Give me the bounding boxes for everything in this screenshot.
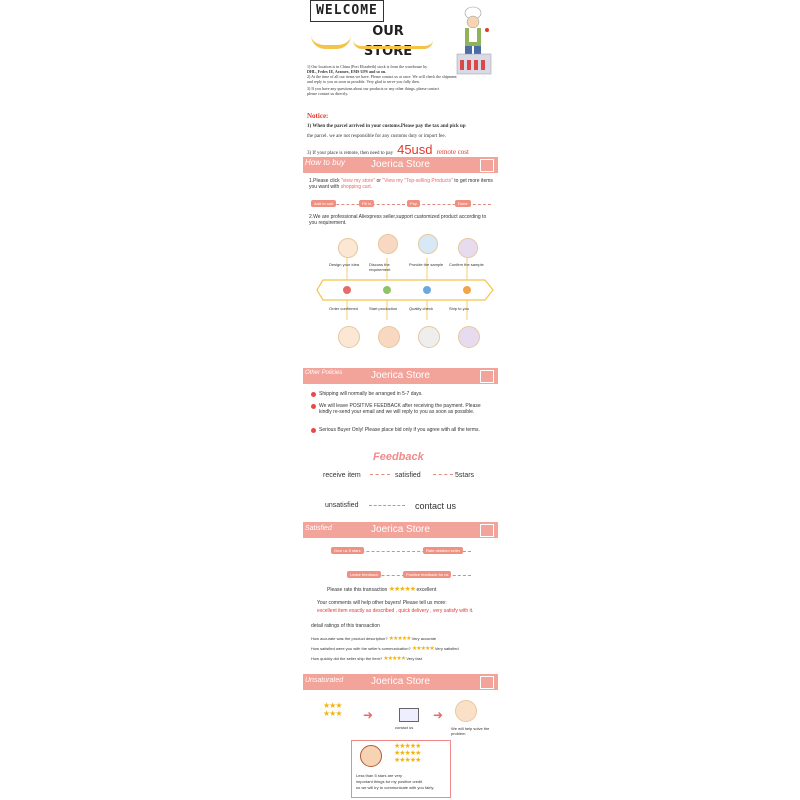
flow-label: Start production [369,306,398,311]
notice-label: Notice: [307,112,329,120]
flow-label: Design your idea [329,262,360,267]
credit-note-box [351,740,451,798]
rating-result: Very satisfied [434,646,459,651]
flow-dot-icon [423,286,431,294]
chef-illustration [453,4,495,76]
how-to-buy-banner [303,157,498,173]
stars-cluster-icon: ★★★★★ ★★★★★ ★★★★★ [394,743,421,764]
comment-example: excellent item exactly as described , quick delivery , very satisfy with it. [317,608,474,614]
unsatisfied-banner [303,674,498,690]
five-star-rating-icon: ★★★★★ [388,586,416,593]
banner-label: Other Policies [305,370,343,376]
step1-text: 1.Please click [309,178,341,184]
bullet-icon [311,392,316,397]
banner-label: Unsaturated [305,677,344,684]
banner-title: Joerica Store [371,370,430,381]
step1-text: to get more items you want with [309,178,493,190]
flow-label: Quality check [409,306,434,311]
welcome-sign: WELCOME [310,0,384,22]
feedback-title: Feedback [373,451,424,463]
remote-cost-label: remote cost [436,148,469,156]
store-description-column [303,0,498,800]
worker-avatar-icon [338,326,360,348]
intro-line: 1) Our location is in China (Port Elizabeth) stock is from the warehouse by [307,64,428,69]
rate-text: Please rate this transaction [327,587,388,593]
flow-dot-icon [383,286,391,294]
arrow-right-icon: ➜ [363,708,374,722]
policy-item: We will leave POSITIVE FEEDBACK after receiving the payment. Please kindly re-send your email and we will reply to you as soon as possible. [319,403,481,415]
five-star-rating-icon: ★★★★★ [383,656,406,662]
customization-flowchart [315,232,495,354]
contact-us-caption: contact us [395,725,414,730]
flow-step: Add to cart [311,200,336,207]
flow-step: Pay [407,200,420,207]
sample-avatar-icon [418,234,438,254]
discussion-avatar-icon [378,234,398,254]
banner-box-icon [480,524,494,537]
bullet-icon [311,404,316,409]
flow-dot-icon [343,286,351,294]
banner-label: Satisfied [305,525,332,532]
notice-line: the parcel. we are not responsible for any customs duty or import fee. [307,134,446,139]
notice-prefix: 3) If your place is remote, then need to pay [307,151,394,156]
intro-line: 3) If you have any questions about our products or any other things, please contact [307,86,440,91]
flow-step: Done [455,200,471,207]
intro-line: 2) At the time of all our items we have. Please contact us at once. We will check the shipment [307,74,457,79]
unsatisfied-label: unsatisfied [325,502,359,509]
shopping-cart-link[interactable]: shopping cart. [340,184,373,190]
satisfied-flow [331,547,481,581]
flow-dot-icon [463,286,471,294]
how-to-buy-step1 [309,178,494,190]
policy-item: Serious Buyer Only! Please place bid only if you agree with all the terms. [319,427,480,433]
five-stars-label: 5stars [455,472,475,479]
step1-text: or [375,178,383,184]
feedback-diagram [323,466,498,516]
support-avatar-icon [455,700,477,722]
bullet-icon [311,428,316,433]
banner-title: Joerica Store [371,159,430,170]
intro-text [307,64,457,96]
rating-result: Very fast [406,656,422,661]
receive-item-label: receive item [323,472,361,479]
flow-step: Give us 5 stars [331,547,364,554]
rating-question: How accurate was the product description? [311,636,388,641]
intro-line: please contact us directly. [307,91,349,96]
shipping-avatar-icon [458,326,480,348]
satisfied-label: satisfied [395,472,421,479]
view-my-store-link[interactable]: "view my store" [340,178,376,184]
policy-item: Shipping will normally be arranged in 5-7 days. [319,391,423,397]
contact-us-label: contact us [415,501,457,511]
flow-step: Positive feedback for us [403,571,451,578]
rating-result: Very accurate [411,636,437,641]
designer-avatar-icon [338,238,358,258]
intro-line: DHL, Fedex IE, Aramex, EMS UPS and so on. [307,69,387,74]
satisfied-banner [303,522,498,538]
banner-title: Joerica Store [371,676,430,687]
detail-rating-row [311,636,501,642]
detail-rating-row [311,656,501,662]
credit-note-line: important things for my positive credit [356,779,423,784]
detail-ratings-heading: detail ratings of this transaction [311,623,380,629]
decorative-swoosh [311,35,351,49]
banner-title: Joerica Store [371,524,430,535]
flow-step: Rate detailed seller [423,547,463,554]
flow-step: Fill in [359,200,374,207]
notice-line: 1) When the parcel arrived in your customs.Please pay the tax and pick up [307,124,466,129]
solve-caption: We will help solve the problem [451,726,490,736]
arrow-right-icon: ➜ [433,708,444,722]
laptop-icon [399,708,419,722]
rate-result: excellent [416,587,437,593]
banner-box-icon [480,676,494,689]
flow-label: Confirm the sample [449,262,484,267]
rate-line [327,587,497,593]
detail-rating-row [311,646,501,652]
five-star-rating-icon: ★★★★★ [411,646,434,652]
remote-cost-amount: 45usd [397,142,433,157]
flow-step: Leave feedback [347,571,381,578]
purchase-flow [307,198,495,212]
comment-prompt: Your comments will help other buyers! Please tell us more: [317,600,447,606]
confirm-avatar-icon [458,238,478,258]
credit-note-line: so we will try to communicate with you fairly. [356,785,435,790]
banner-box-icon [480,370,494,383]
rating-question: How satisfied were you with the seller's communication? [311,646,411,651]
decorative-swoosh [353,40,433,49]
unsatisfied-flow [323,698,493,738]
banner-box-icon [480,159,494,172]
policies-banner [303,368,498,384]
credit-note-line: Less than 5 stars are very [356,773,403,778]
flow-label: Discuss the requirement [369,262,391,272]
how-to-buy-step2: 2.We are professional Aliexpress seller,support customized product according to you requirement. [309,214,487,226]
factory-avatar-icon [378,326,400,348]
banner-label: How to buy [305,158,346,167]
inspector-avatar-icon [418,326,440,348]
five-star-rating-icon: ★★★★★ [388,636,411,642]
top-selling-link[interactable]: "View my "Top-selling Products" [382,178,453,184]
our-store-heading: OUR STORE [363,24,413,59]
rating-question: How quickly did the seller ship the item? [311,656,383,661]
intro-line: and reply to you as soon as possible. Very glad to serve you fully then. [307,79,420,84]
flow-label: Ship to you [449,306,470,311]
flow-label: Provide the sample [409,262,444,267]
girl-avatar-icon [360,745,382,767]
stars-cluster-icon: ★★★ ★★★ [323,701,342,718]
flow-label: Order confirmed [329,306,358,311]
